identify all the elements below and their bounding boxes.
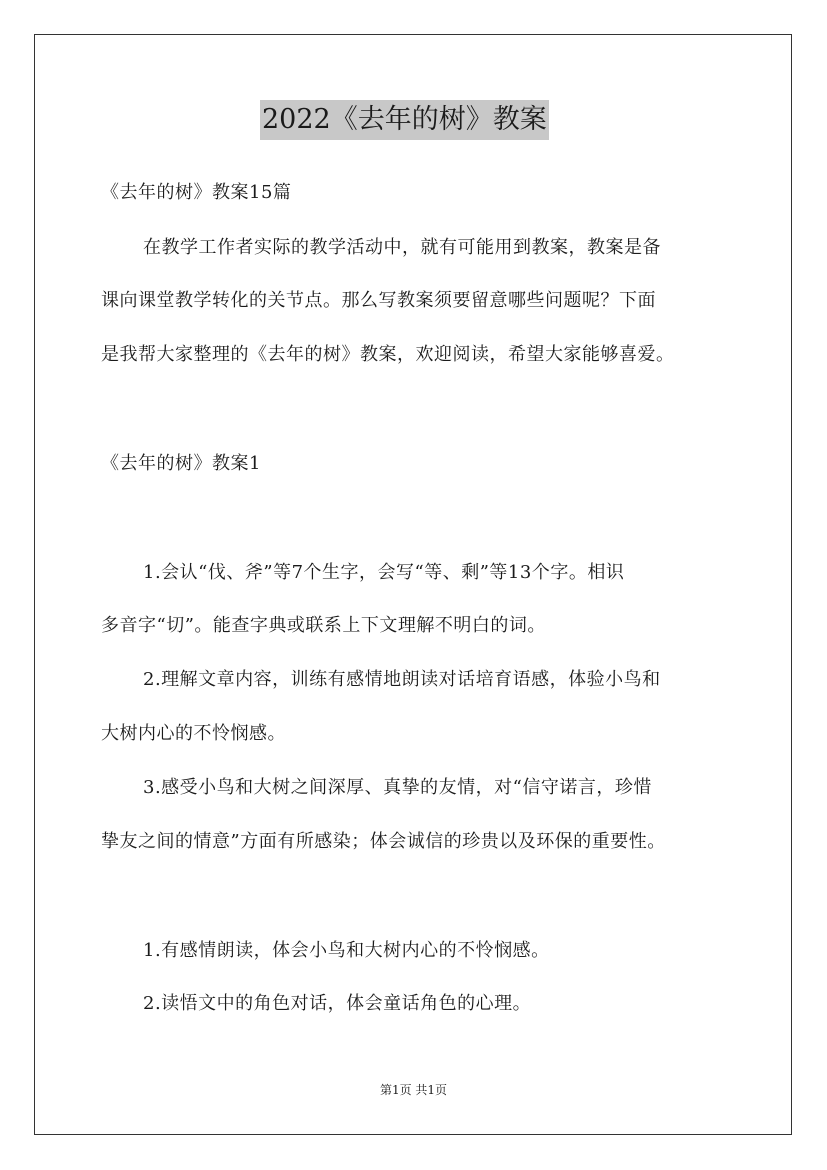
document-subtitle: 《去年的树》教案15篇 xyxy=(101,182,292,203)
section-heading: 《去年的树》教案1 xyxy=(101,453,261,474)
key-point-1: 1.有感情朗读，体会小鸟和大树内心的不怜悯感。 xyxy=(143,940,550,961)
goal-line-3: 2.理解文章内容，训练有感情地朗读对话培育语感，体验小鸟和 xyxy=(143,669,661,690)
key-point-2: 2.读悟文中的角色对话，体会童话角色的心理。 xyxy=(143,993,532,1014)
goal-line-6: 挚友之间的情意”方面有所感染；体会诚信的珍贵以及环保的重要性。 xyxy=(101,831,666,852)
intro-line-2: 课向课堂教学转化的关节点。那么写教案须要留意哪些问题呢？下面 xyxy=(101,290,656,311)
page-footer: 第1页 共1页 xyxy=(379,1083,448,1097)
goal-line-4: 大树内心的不怜悯感。 xyxy=(101,723,286,744)
goal-line-5: 3.感受小鸟和大树之间深厚、真挚的友情，对“信守诺言，珍惜 xyxy=(143,777,652,798)
document-title: 2022《去年的树》教案 xyxy=(260,100,549,140)
intro-line-1: 在教学工作者实际的教学活动中，就有可能用到教案，教案是备 xyxy=(143,237,661,258)
goal-line-2: 多音字“切”。能查字典或联系上下文理解不明白的词。 xyxy=(101,615,546,636)
goal-line-1: 1.会认“伐、斧”等7个生字，会写“等、剩”等13个字。相识 xyxy=(143,562,625,583)
intro-line-3: 是我帮大家整理的《去年的树》教案，欢迎阅读，希望大家能够喜爱。 xyxy=(101,344,675,365)
